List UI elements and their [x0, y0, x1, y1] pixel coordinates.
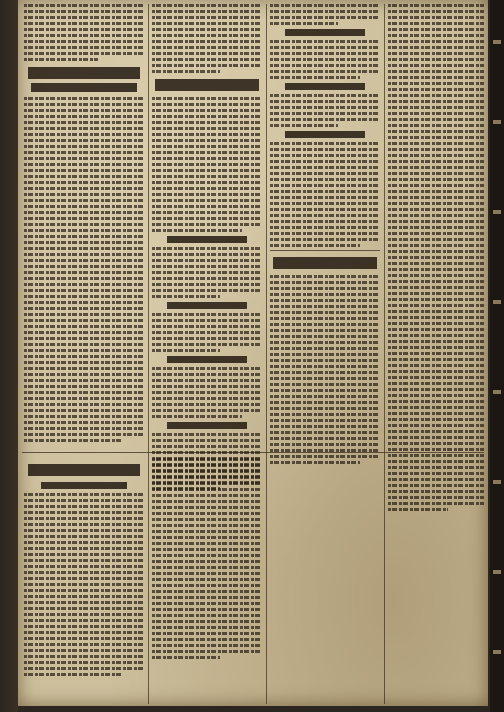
- headline: [273, 257, 376, 269]
- serial-title: [28, 464, 141, 476]
- column-2: [152, 4, 262, 493]
- serial-column-2: [152, 458, 262, 662]
- serial-column-1: [24, 458, 144, 679]
- column-1: [24, 4, 144, 445]
- newspaper-page: [18, 0, 488, 706]
- headline: [285, 29, 364, 36]
- column-rule: [384, 4, 385, 704]
- adjacent-page-edge: [490, 0, 504, 712]
- column-rule: [266, 4, 267, 704]
- headline: [285, 83, 364, 90]
- headline: [285, 131, 364, 138]
- column-4: [388, 4, 484, 514]
- headline: [167, 236, 246, 243]
- page-fold-shadow: [0, 0, 18, 712]
- headline: [155, 79, 258, 91]
- headline: [28, 67, 141, 79]
- column-rule: [148, 4, 149, 704]
- column-3: [270, 4, 380, 467]
- serial-author: [41, 482, 127, 489]
